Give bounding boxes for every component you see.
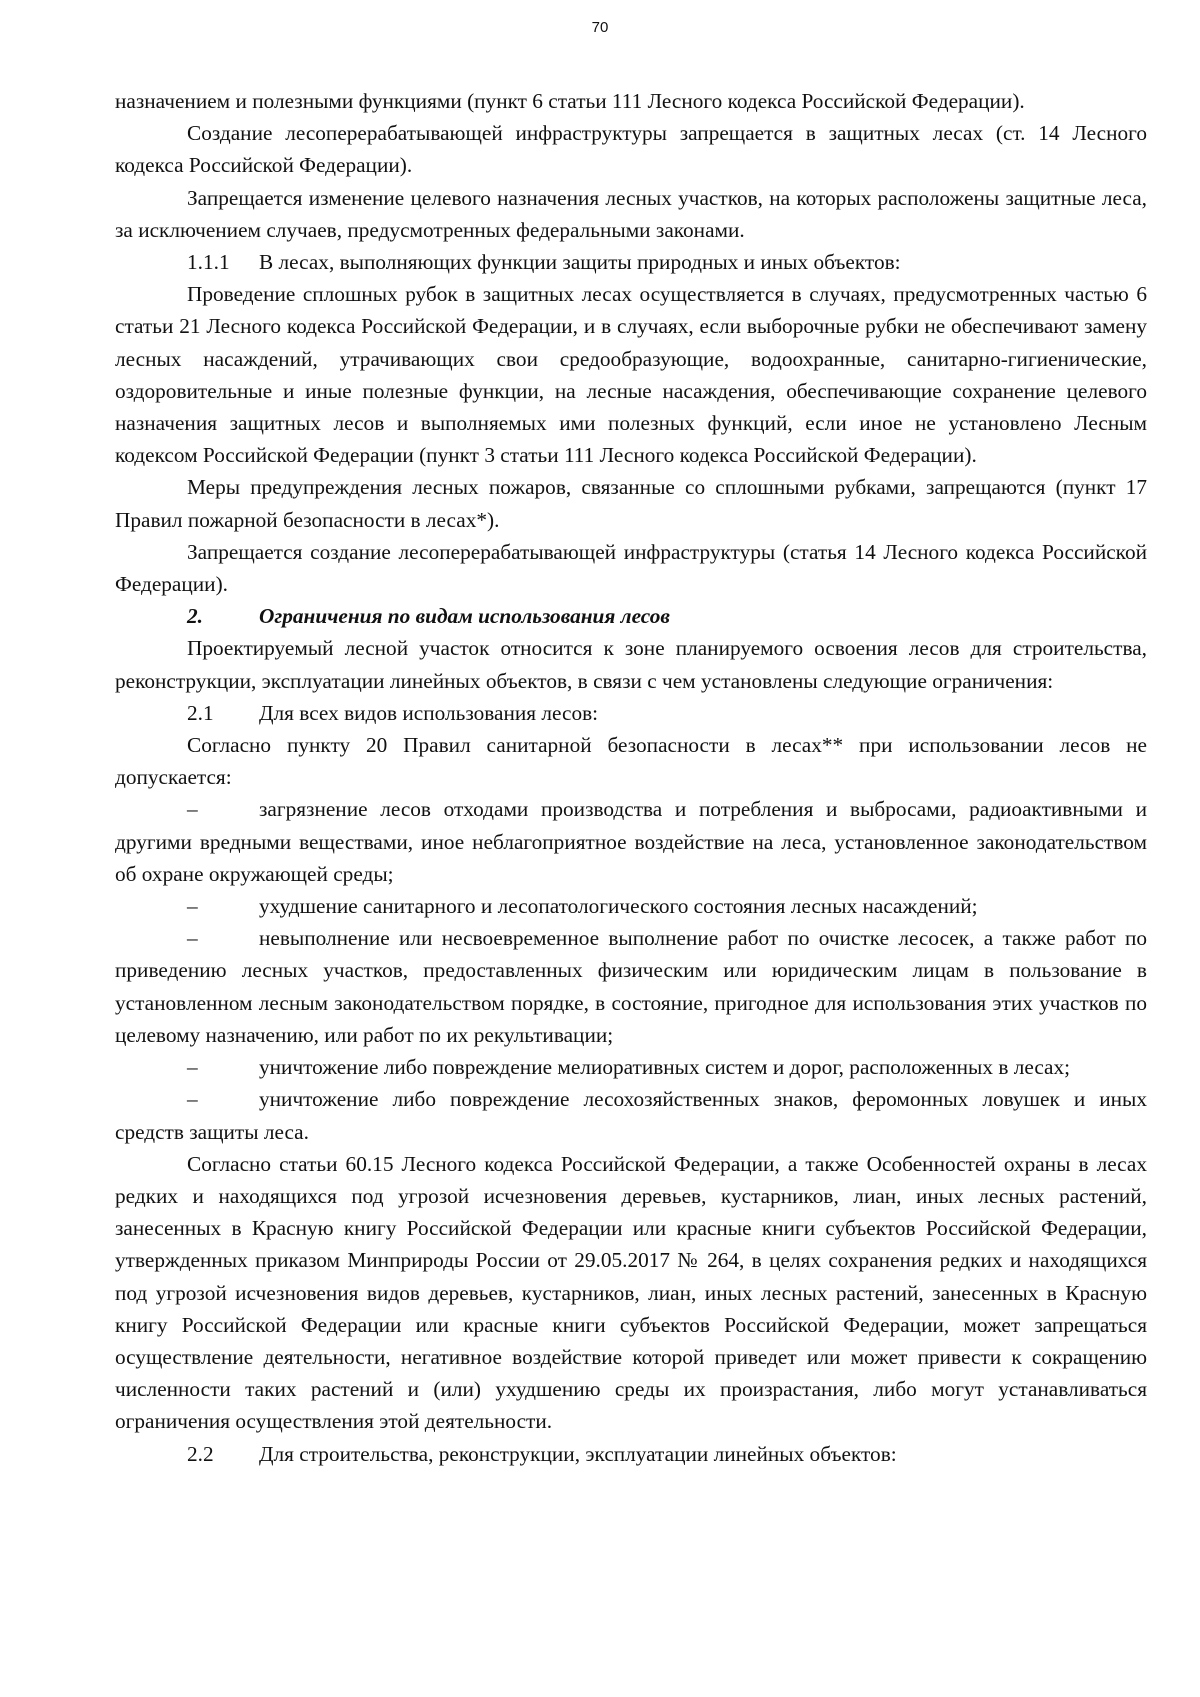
list-item xyxy=(115,1083,1147,1147)
numbered-paragraph xyxy=(115,1438,1147,1470)
page-number: 70 xyxy=(591,19,609,36)
item-number: 2.1 xyxy=(187,700,214,725)
section-number: 2. xyxy=(187,604,203,629)
paragraph: назначением и полезными функциями (пункт 6 статьи 111 Лесного кодекса Российской Федерации). xyxy=(115,89,1025,113)
list-item-text: уничтожение либо повреждение мелиоративных систем и дорог, расположенных в лесах; xyxy=(259,1055,1071,1080)
section-title: Ограничения по видам использования лесов xyxy=(259,604,670,629)
dash-bullet: – xyxy=(187,894,198,919)
list-item-text: ухудшение санитарного и лесопатологического состояния лесных насаждений; xyxy=(259,894,978,919)
dash-bullet: – xyxy=(187,1087,198,1112)
paragraph: Проведение сплошных рубок в защитных лесах осуществляется в случаях, предусмотренных частью 6 статьи 21 Лесного кодекса Российской Федерации, и в случаях, если выборочные рубки не обеспечивают замену лесных насаждений, утрачивающих свои средообразующие, водоохранные, санитарно-гигиенические, оздоровительные и иные полезные функции, на лесные насаждения, обеспечивающие сохранение целевого назначения защитных лесов и выполняемых ими полезных функций, если иное не установлено Лесным кодексом Российской Федерации (пункт 3 статьи 111 Лесного кодекса Российской Федерации). xyxy=(115,282,1147,468)
paragraph: Запрещается создание лесоперерабатывающей инфраструктуры (статья 14 Лесного кодекса Российской Федерации). xyxy=(115,539,1147,597)
paragraph: Согласно статьи 60.15 Лесного кодекса Российской Федерации, а также Особенностей охраны в лесах редких и находящихся под угрозой исчезновения деревьев, кустарников, лиан, иных лесных растений, занесенных в Красную книгу Российской Федерации или красные книги субъектов Российской Федерации, утвержденных приказом Минприроды России от 29.05.2017 № 264, в целях сохранения редких и находящихся под угрозой исчезновения видов деревьев, кустарников, лиан, иных лесных растений, занесенных в Красную книгу Российской Федерации или красные книги субъектов Российской Федерации, может запрещаться осуществление деятельности, негативное воздействие которой приведет или может привести к сокращению численности таких растений и (или) ухудшению среды их произрастания, либо могут устанавливаться ограничения осуществления этой деятельности. xyxy=(115,1151,1147,1434)
numbered-paragraph xyxy=(115,246,1147,278)
list-item xyxy=(115,890,1147,922)
paragraph: Проектируемый лесной участок относится к зоне планируемого освоения лесов для строительства, реконструкции, эксплуатации линейных объектов, в связи с чем установлены следующие ограничения: xyxy=(115,636,1147,693)
list-item xyxy=(115,1051,1147,1083)
paragraph: Создание лесоперерабатывающей инфраструктуры запрещается в защитных лесах (ст. 14 Лесного кодекса Российской Федерации). xyxy=(115,121,1147,178)
section-heading xyxy=(115,600,1147,632)
list-item-text: невыполнение или несвоевременное выполнение работ по очистке лесосек, а также работ по приведению лесных участков, предоставленных физическим или юридическим лицам в пользование в установленном лесным законодательством порядке, в состояние, пригодное для использования этих участков по целевому назначению, или работ по их рекультивации; xyxy=(115,926,1147,1047)
paragraph-text: В лесах, выполняющих функции защиты природных и иных объектов: xyxy=(259,250,901,275)
paragraph: Меры предупреждения лесных пожаров, связанные со сплошными рубками, запрещаются (пункт 17 Правил пожарной безопасности в лесах*). xyxy=(115,475,1147,532)
list-item-text: загрязнение лесов отходами производства и потребления и выбросами, радиоактивными и другими вредными веществами, иное неблагоприятное воздействие на леса, установленное законодательством об охране окружающей среды; xyxy=(115,797,1147,886)
numbered-paragraph xyxy=(115,697,1147,729)
dash-bullet: – xyxy=(187,1055,198,1080)
list-item xyxy=(115,793,1147,890)
document-body xyxy=(115,85,1147,1470)
item-number: 1.1.1 xyxy=(187,250,230,275)
item-number: 2.2 xyxy=(187,1441,214,1466)
paragraph: Согласно пункту 20 Правил санитарной безопасности в лесах** при использовании лесов не допускается: xyxy=(115,733,1147,790)
list-item-text: уничтожение либо повреждение лесохозяйственных знаков, феромонных ловушек и иных средств защиты леса. xyxy=(115,1087,1147,1144)
paragraph-text: Для всех видов использования лесов: xyxy=(259,700,599,725)
paragraph-text: Для строительства, реконструкции, эксплуатации линейных объектов: xyxy=(259,1441,897,1466)
paragraph: Запрещается изменение целевого назначения лесных участков, на которых расположены защитные леса, за исключением случаев, предусмотренных федеральными законами. xyxy=(115,185,1147,242)
dash-bullet: – xyxy=(187,926,198,951)
list-item xyxy=(115,922,1147,1051)
dash-bullet: – xyxy=(187,797,198,822)
